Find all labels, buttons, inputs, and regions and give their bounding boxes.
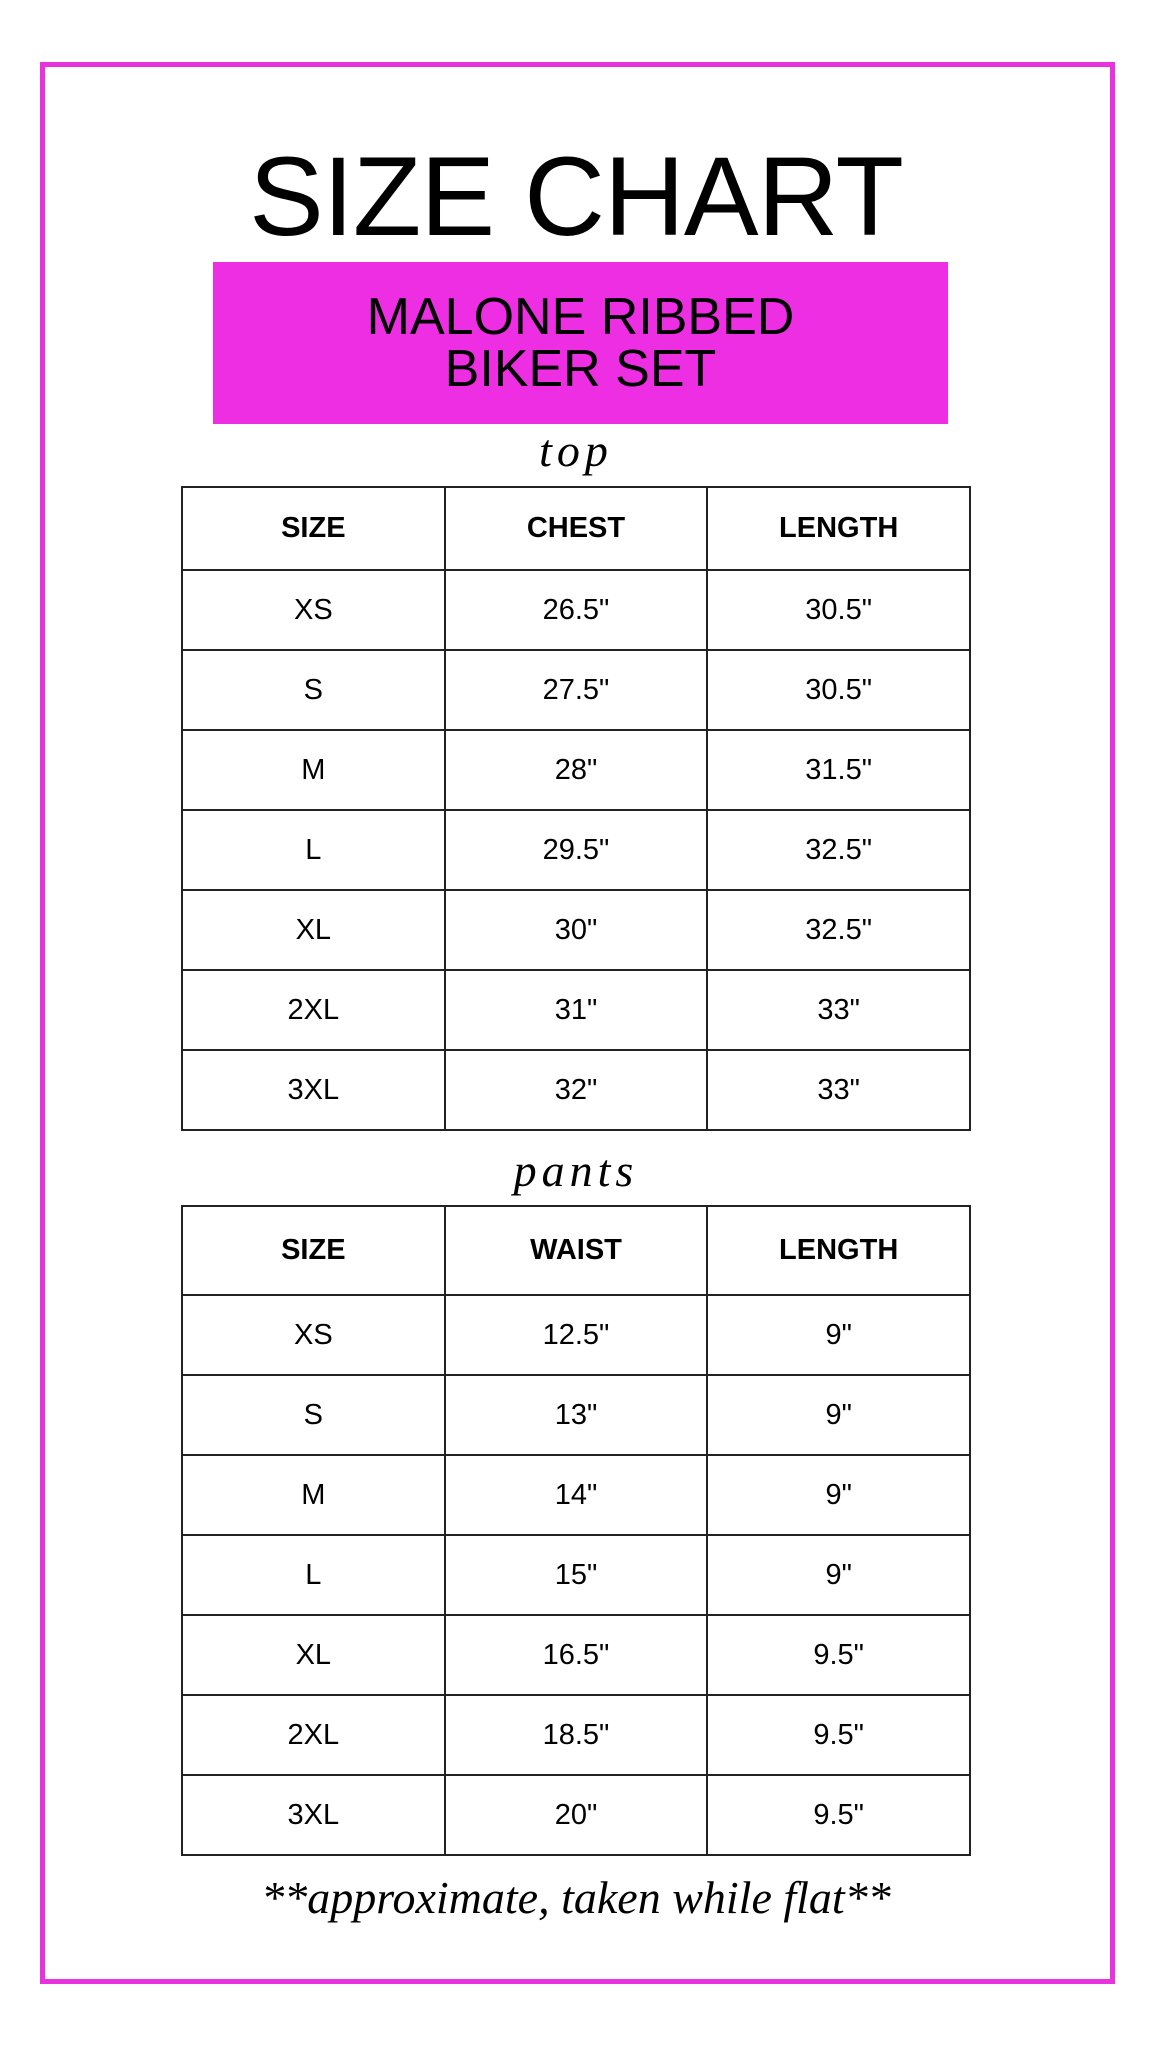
table-header-row [182,1206,970,1295]
table-row [182,1535,970,1615]
length-cell: 9" [707,1535,970,1615]
top-size-table [181,486,971,1131]
size-cell: 3XL [182,1050,445,1130]
measurement-footnote: **approximate, taken while flat** [261,1872,891,1923]
length-cell: 31.5" [707,730,970,810]
length-cell: 32.5" [707,810,970,890]
chest-cell: 31" [445,970,708,1050]
size-cell: L [182,1535,445,1615]
product-name-line-1: MALONE RIBBED [366,288,795,346]
product-name-banner [213,262,948,424]
size-cell: M [182,1455,445,1535]
length-cell: 9" [707,1295,970,1375]
chest-cell: 32" [445,1050,708,1130]
size-cell: XL [182,890,445,970]
size-cell: 3XL [182,1775,445,1855]
waist-cell: 20" [445,1775,708,1855]
chest-cell: 28" [445,730,708,810]
table-row [182,1050,970,1130]
size-cell: XL [182,1615,445,1695]
table-row [182,650,970,730]
chest-cell: 29.5" [445,810,708,890]
size-cell: XS [182,1295,445,1375]
size-cell: S [182,1375,445,1455]
table-row [182,1455,970,1535]
column-header: CHEST [445,487,708,570]
length-cell: 30.5" [707,570,970,650]
size-cell: XS [182,570,445,650]
size-cell: L [182,810,445,890]
length-cell: 9" [707,1375,970,1455]
table-header-row [182,487,970,570]
table-row [182,570,970,650]
table-row [182,1775,970,1855]
table-row [182,810,970,890]
waist-cell: 14" [445,1455,708,1535]
size-cell: 2XL [182,970,445,1050]
waist-cell: 16.5" [445,1615,708,1695]
table-row [182,1695,970,1775]
length-cell: 32.5" [707,890,970,970]
length-cell: 9" [707,1455,970,1535]
size-cell: M [182,730,445,810]
size-cell: S [182,650,445,730]
table-row [182,1295,970,1375]
length-cell: 9.5" [707,1615,970,1695]
waist-cell: 15" [445,1535,708,1615]
column-header: LENGTH [707,487,970,570]
size-cell: 2XL [182,1695,445,1775]
column-header: SIZE [182,1206,445,1295]
product-name-line-2: BIKER SET [444,340,717,398]
table-row [182,1375,970,1455]
table-row [182,730,970,810]
waist-cell: 13" [445,1375,708,1455]
waist-cell: 18.5" [445,1695,708,1775]
length-cell: 33" [707,1050,970,1130]
length-cell: 30.5" [707,650,970,730]
table-row [182,1615,970,1695]
waist-cell: 12.5" [445,1295,708,1375]
chest-cell: 27.5" [445,650,708,730]
page-title: SIZE CHART [249,134,903,259]
length-cell: 9.5" [707,1695,970,1775]
pants-section-label: pants [513,1145,639,1196]
chest-cell: 26.5" [445,570,708,650]
length-cell: 33" [707,970,970,1050]
column-header: LENGTH [707,1206,970,1295]
length-cell: 9.5" [707,1775,970,1855]
column-header: SIZE [182,487,445,570]
table-row [182,890,970,970]
chest-cell: 30" [445,890,708,970]
table-row [182,970,970,1050]
column-header: WAIST [445,1206,708,1295]
top-section-label: top [539,425,613,476]
pants-size-table [181,1205,971,1856]
